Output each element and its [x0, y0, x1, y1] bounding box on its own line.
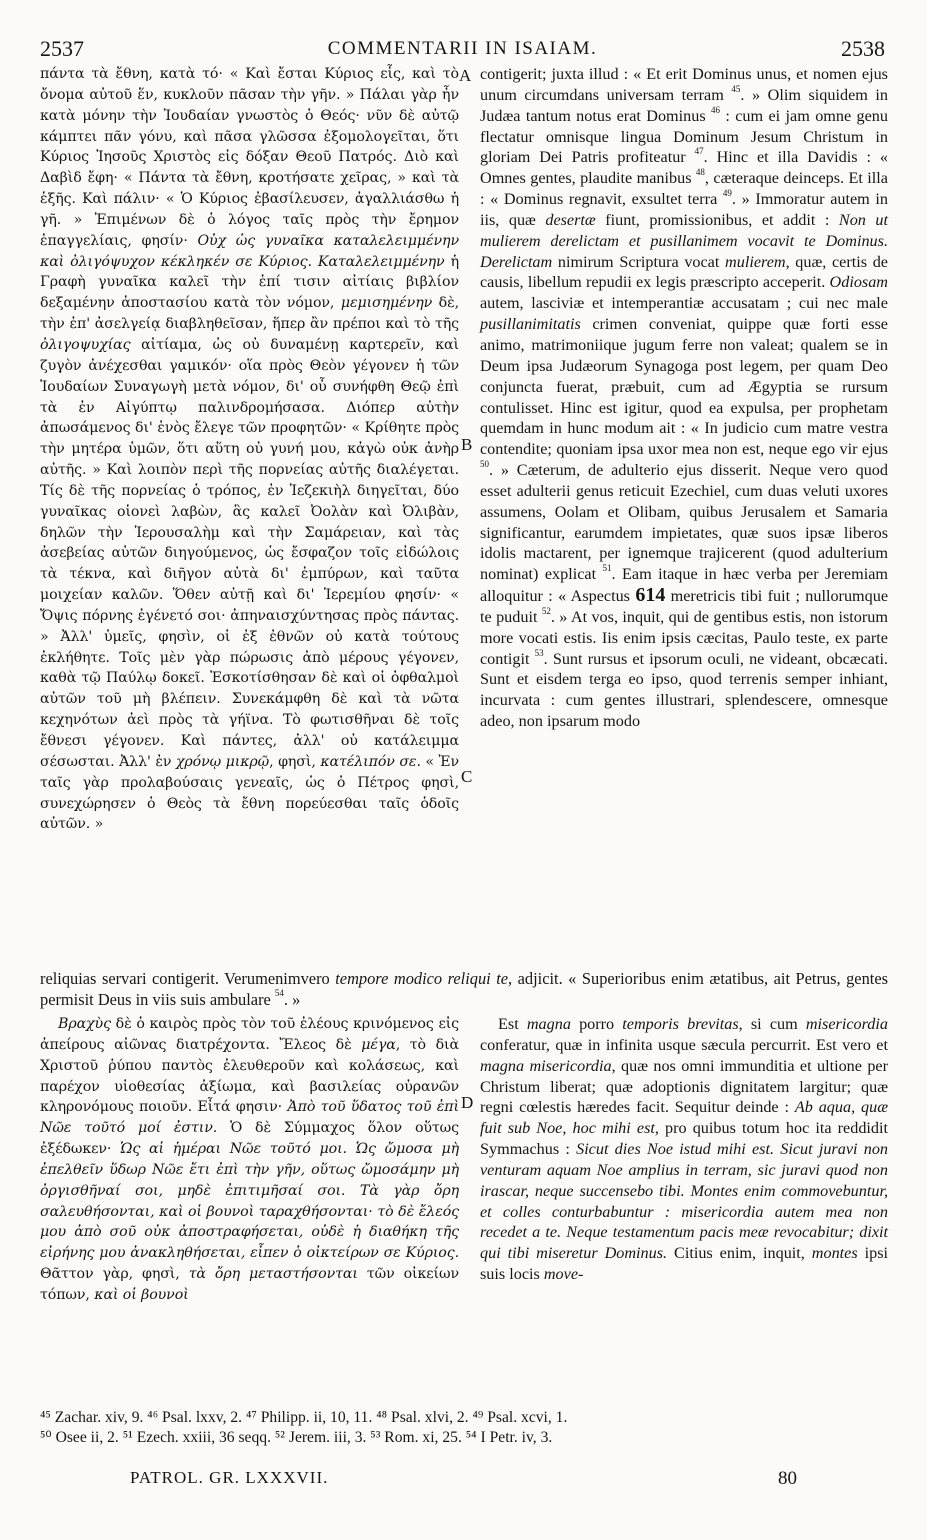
page-number-left: 2537 — [40, 36, 84, 61]
page-footer — [130, 1468, 797, 1492]
page-header — [40, 36, 885, 62]
volume-label: PATROL. GR. LXXXVII. — [130, 1468, 329, 1487]
running-title: COMMENTARII IN ISAIAM. — [327, 38, 598, 59]
latin-continuation: reliquias servari contigerit. Verumenimvero tempore modico reliqui te, adjicit. « Superioribus enim ætatibus, ait Petrus, gentes permisit Deus in viis suis ambulare $^{54}$. » — [40, 969, 888, 1009]
margin-marker-c: C — [461, 767, 473, 786]
latin-column-bottom: Est magna porro temporis brevitas, si cum misericordia conferatur, quæ in infinita usque sæcula percurrit. Est vero et magna misericordia, quæ nos omni immunditia et ultione per Christum liberat; quæ adoptionis dignitatem largitur; quæ regni cœlestis hæredes facit. Sequitur deinde : Ab aqua, quæ fuit sub Noe, hoc mihi est, pro quibus totum hoc ita reddidit Symmachus : Sicut dies Noe istud mihi est. Sicut juravi non venturam aquam Noe amplius in terram, sic juravi quod non irascar, neque succensebo tibi. Montes enim commovebuntur, et colles conturbabuntur : misericordia autem mea non recedet a te. Neque testamentum pacis meæ revocabitur; dixit qui tibi miseretur Dominus. Citius enim, inquit, montes ipsi suis locis move- — [480, 1015, 889, 1284]
page-number-right: 2538 — [841, 36, 885, 61]
column-number: 614 — [635, 584, 666, 607]
margin-marker-d: D — [461, 1093, 474, 1112]
margin-marker-b: B — [461, 435, 473, 454]
footnote-line: ⁴⁵ Zachar. xiv, 9. ⁴⁶ Psal. lxxv, 2. ⁴⁷ Philipp. ii, 10, 11. ⁴⁸ Psal. xlvi, 2. ⁴⁹ Psal. xcvi, 1. — [40, 1409, 568, 1426]
greek-column-top — [40, 64, 459, 835]
footnote-line: ⁵⁰ Osee ii, 2. ⁵¹ Ezech. xxiii, 36 seqq. ⁵² Jerem. iii, 3. ⁵³ Rom. xi, 25. ⁵⁴ I Petr. iv, 3. — [40, 1429, 553, 1446]
greek-paragraph: πάντα τὰ ἔθνη, κατὰ τό· « Καὶ ἔσται Κύριος εἷς, καὶ τὸ ὄνομα αὐτοῦ ἕν, κυκλοῦν πᾶσαν τὴν γῆν. » Πάλαι γὰρ ἦν κατὰ μόνην τὴν Ἰουδαίαν γνωστὸς ὁ Θεός· νῦν δὲ αὐτῷ κάμπτει πᾶν γόνυ, καὶ πᾶσα γλῶσσα ἐξομολογεῖται, ὅτι Κύριος Ἰησοῦς Χριστὸς εἰς δόξαν Θεοῦ Πατρός. Διὸ καὶ Δαβὶδ ἔφη· « Πάντα τὰ ἔθνη, κροτήσατε χεῖρας, » καὶ τὰ ἑξῆς. Καὶ πάλιν· « Ὁ Κύριος ἐβασίλευσεν, ἀγαλλιάσθω ἡ γῆ. » Ἐπιμένων δὲ ὁ λόγος ταῖς πρὸς τὴν ἔρημον ἐπαγγελίαις, φησίν· Οὐχ ὡς γυναῖκα καταλελειμμένην καὶ ὀλιγόψυχον κέκληκέν σε Κύριος. Καταλελειμμένην ἡ Γραφὴ γυναῖκα καλεῖ τὴν ἐπί τισιν αἰτίαις βιβλίον δεξαμένην ἀποστασίου κατὰ τὸν νόμον, μεμισημένην δὲ, τὴν ἐπ' ἀσελγείᾳ διαβληθεῖσαν, ἥπερ ἂν πρέποι καὶ τὸ τῆς ὀλιγοψυχίας αἰτίαμα, ὡς οὐ δυναμένῃ καρτερεῖν, καὶ ζυγὸν ἀνέχεσθαι γαμικόν· οἵα πρὸς Θεὸν γέγονεν ἡ τῶν Ἰουδαίων Συναγωγὴ μετὰ νόμον, δι' οὗ συνήφθη Θεῷ ἐπὶ τὰ ἐν Αἰγύπτῳ παλινδρομήσασα. Διόπερ αὐτὴν ἀπωσάμενος δι' ἑνὸς ἔλεγε τῶν προφητῶν· « Κρίθητε πρὸς τὴν μητέρα ὑμῶν, ὅτι αὕτη οὐ γυνή μου, κἀγὼ οὐκ ἀνὴρ αὐτῆς. » Καὶ λοιπὸν περὶ τῆς πορνείας αὐτῆς διαλέγεται. Τίς δὲ τῆς πορνείας ὁ τρόπος, ἐν Ἰεζεκιὴλ διηγεῖται, δύο γυναῖκας οἱονεὶ λαβὼν, ἃς καλεῖ Ὀολὰν καὶ Ὀλιβὰν, δηλῶν τὴν Ἱερουσαλὴμ καὶ τὴν Σαμάρειαν, καὶ τὰς ἀσεβείας αὐτῶν διηγούμενος, ὡς ἔσφαζον τοῖς εἰδώλοις τὰ τέκνα, καὶ διῆγον αὐτὰ δι' ἐμπύρων, καὶ ταῦτα μοιχείαν καλῶν. Ὅθεν αὐτῇ καὶ δι' Ἱερεμίου φησίν· « Ὄψις πόρνης ἐγένετό σοι· ἀπηναισχύντησας πρὸς πάντας. » Ἀλλ' ὑμεῖς, φησὶν, οἱ ἐξ ἐθνῶν οὐ κατὰ τούτους ἐκλήθητε. Τοῖς μὲν γὰρ πώρωσις ἀπὸ μέρους γέγονεν, καθὰ τῷ Παύλῳ δοκεῖ. Ἐσκοτίσθησαν δὲ καὶ οἱ ὀφθαλμοὶ αὐτῶν τοῦ μὴ βλέπειν. Συνεκάμφθη δὲ καὶ τὰ νῶτα κεχηνότων ἀεὶ πρὸς τὰ γήϊνα. Τὸ φωτισθῆναι δὲ τοῖς ἔθνεσι γέγονεν. Καὶ πάντες, ἀλλ' οὐ κατάλειμμα σέσωσται. Ἀλλ' ἐν χρόνῳ μικρῷ, φησὶ, κατέλιπόν σε. « Ἐν ταῖς γὰρ προλαβούσαις γενεαῖς, ὡς ὁ Πέτρος φησὶ, συνεχώρησεν ὁ Θεὸς τὰ ἔθνη πορεύεσθαι ταῖς ὁδοῖς αὐτῶν. » — [40, 66, 460, 833]
latin-column-top — [480, 64, 888, 732]
margin-marker-a: A — [459, 66, 472, 85]
signature-number: 80 — [778, 1468, 797, 1489]
greek-column-bottom: Βραχὺς δὲ ὁ καιρὸς πρὸς τὸν τοῦ ἐλέους κρινόμενος εἰς ἀπείρους αἰῶνας διατρέχοντα. Ἔλεος δὲ μέγα, τὸ διὰ Χριστοῦ ῥύπου παντὸς ἐλευθεροῦν καὶ κολάσεως, καὶ παρέχον υἱοθεσίας ἀξίωμα, καὶ βασιλείας οὐρανῶν κληρονόμους ποιοῦν. Εἶτά φησιν· Ἀπὸ τοῦ ὕδατος τοῦ ἐπὶ Νῶε τοῦτό μοί ἐστιν. Ὁ δὲ Σύμμαχος ὅλον οὕτως ἐξέδωκεν· Ὡς αἱ ἡμέραι Νῶε τοῦτό μοι. Ὡς ὤμοσα μὴ ἐπελθεῖν ὕδωρ Νῶε ἔτι ἐπὶ τὴν γῆν, οὕτως ὤμοσάμην μὴ ὀργισθῆναί σοι, μηδὲ ἐπιτιμῆσαί σοι. Τὰ γὰρ ὄρη σαλευθήσονται, καὶ οἱ βουνοὶ ταραχθήσονται· τὸ δὲ ἔλεός μου ἀπὸ σοῦ οὐκ ἀποστραφήσεται, οὐδὲ ἡ διαθήκη τῆς εἰρήνης μου ἀνακληθήσεται, εἶπεν ὁ οἰκτείρων σε Κύριος. Θᾶττον γὰρ, φησὶ, τὰ ὄρη μεταστήσονται τῶν οἰκείων τόπων, καὶ οἱ βουνοὶ — [40, 1016, 460, 1303]
latin-paragraph: contigerit; juxta illud : « Et erit Dominus unus, et nomen ejus unum circumdans universam terram $^{45}$. » Olim siquidem in Judæa tantum notus erat Dominus $^{46}$ : cum ei jam omne genu flectatur omnisque lingua Dominum Jesum Christum in gloriam Dei Patris profiteatur $^{47}$. Hinc et illa Davidis : « Omnes gentes, plaudite manibus $^{48}$, cæteraque deinceps. Et illa : « Dominus regnavit, exsultet terra $^{49}$. » Immoratur autem in iis, quæ desertæ fiunt, promissionibus, et addit : Non ut mulierem derelictam et pusillanimem vocavit te Dominus. Derelictam nimirum Scriptura vocat mulierem, quæ, certis de causis, libellum repudii ex legis præscripto acceperit. Odiosam autem, lasciviæ et intemperantiæ accusatam ; cui nec male pusillanimitatis crimen conveniat, quippe quæ forti esse animo, matrimoniique jugum ferre non valeat; qualem se in Deum ipsa Judæorum Synagoga post legem, per quam Deo conjuncta fuerat, præbuit, cum ad Ægyptia se rursum contulisset. Hinc est igitur, quod ea expulsa, per prophetam quemdam in hunc modum ait : « In judicio cum matre vestra contendite; quoniam ipsa uxor mea non est, neque ego vir ejus $^{50}$. » Cæterum, de adulterio ejus disserit. Neque vero quod esset adulterii genus reticuit Ezechiel, cum duas veluti uxores assumens, Oolam et Olibam, quibus Jerusalem et Samaria significantur, earumdem impietates, quæ suos ipsæ liberos idolis mactarent, per ignemque trajicerent (quod adulterium nominat) explicat $^{51}$. Eam itaque in hæc verba per Jeremiam alloquitur : « Aspectus 614 meretricis tibi fuit ; nullorumque te puduit $^{52}$. » At vos, inquit, qui de gentibus estis, non istorum more vocati estis. Iis enim ipsis cæcitas, Paulo teste, ex parte contigit $^{53}$. Sunt rursus et ipsorum oculi, ne videant, obcæcati. Sunt et eisdem terga eo ipso, quod terrenis semper inhiant, incurvata : cum gentes illustrari, splendescere, omnesque adeo, non ipsarum modo — [480, 65, 889, 731]
footnotes — [40, 1408, 885, 1448]
